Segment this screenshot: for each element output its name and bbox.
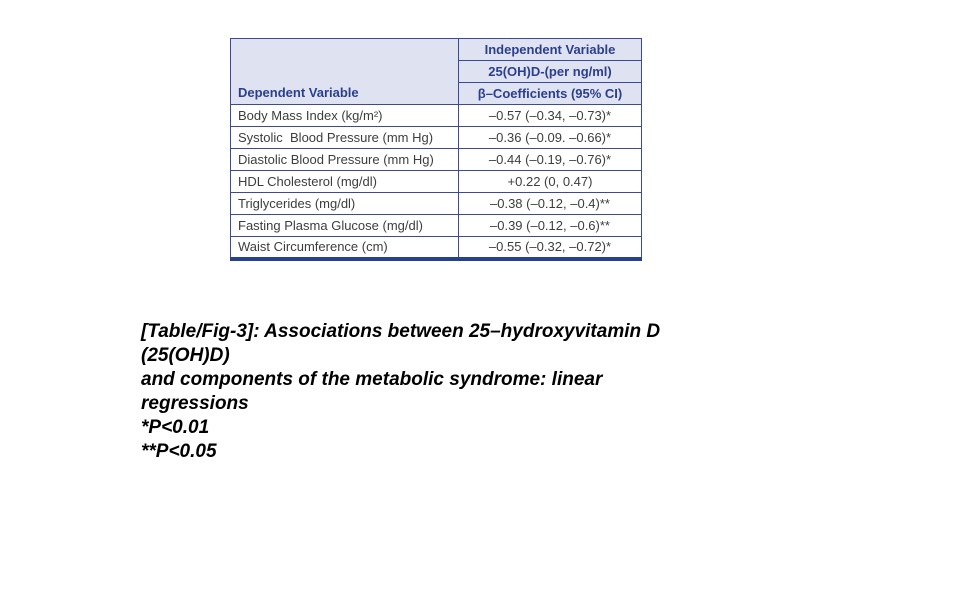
caption-line: and components of the metabolic syndrome: linear: [141, 369, 603, 390]
row-label: Fasting Plasma Glucose (mg/dl): [231, 215, 459, 237]
row-label: Diastolic Blood Pressure (mm Hg): [231, 149, 459, 171]
row-value: –0.44 (–0.19, –0.76)*: [459, 149, 642, 171]
table-row: [231, 105, 642, 127]
table-header-row: [231, 39, 642, 61]
caption-line: [Table/Fig-3]: Associations between 25–hydroxyvitamin D: [141, 321, 661, 342]
row-value: –0.38 (–0.12, –0.4)**: [459, 193, 642, 215]
predictor-unit-header: 25(OH)D-(per ng/ml): [459, 61, 642, 83]
table-row: [231, 215, 642, 237]
table-row: [231, 127, 642, 149]
row-value: –0.36 (–0.09. –0.66)*: [459, 127, 642, 149]
row-label: Systolic Blood Pressure (mm Hg): [231, 127, 459, 149]
coefficients-header: β–Coefficients (95% CI): [459, 83, 642, 105]
caption-significance-note: **P<0.05: [141, 441, 217, 462]
table-row: [231, 193, 642, 215]
row-label: HDL Cholesterol (mg/dl): [231, 171, 459, 193]
caption-line: regressions: [141, 393, 249, 414]
caption-line: (25(OH)D): [141, 345, 230, 366]
row-label: Waist Circumference (cm): [231, 237, 459, 259]
row-value: –0.57 (–0.34, –0.73)*: [459, 105, 642, 127]
table-row: [231, 171, 642, 193]
regression-table: [230, 38, 642, 261]
independent-variable-header: Independent Variable: [459, 39, 642, 61]
caption-significance-note: *P<0.01: [141, 417, 210, 438]
dependent-variable-header: Dependent Variable: [231, 39, 459, 105]
row-label: Triglycerides (mg/dl): [231, 193, 459, 215]
table-row: [231, 237, 642, 259]
row-value: +0.22 (0, 0.47): [459, 171, 642, 193]
row-label: Body Mass Index (kg/m²): [231, 105, 459, 127]
figure-caption: [141, 320, 781, 464]
row-value: –0.55 (–0.32, –0.72)*: [459, 237, 642, 259]
table-row: [231, 149, 642, 171]
row-value: –0.39 (–0.12, –0.6)**: [459, 215, 642, 237]
